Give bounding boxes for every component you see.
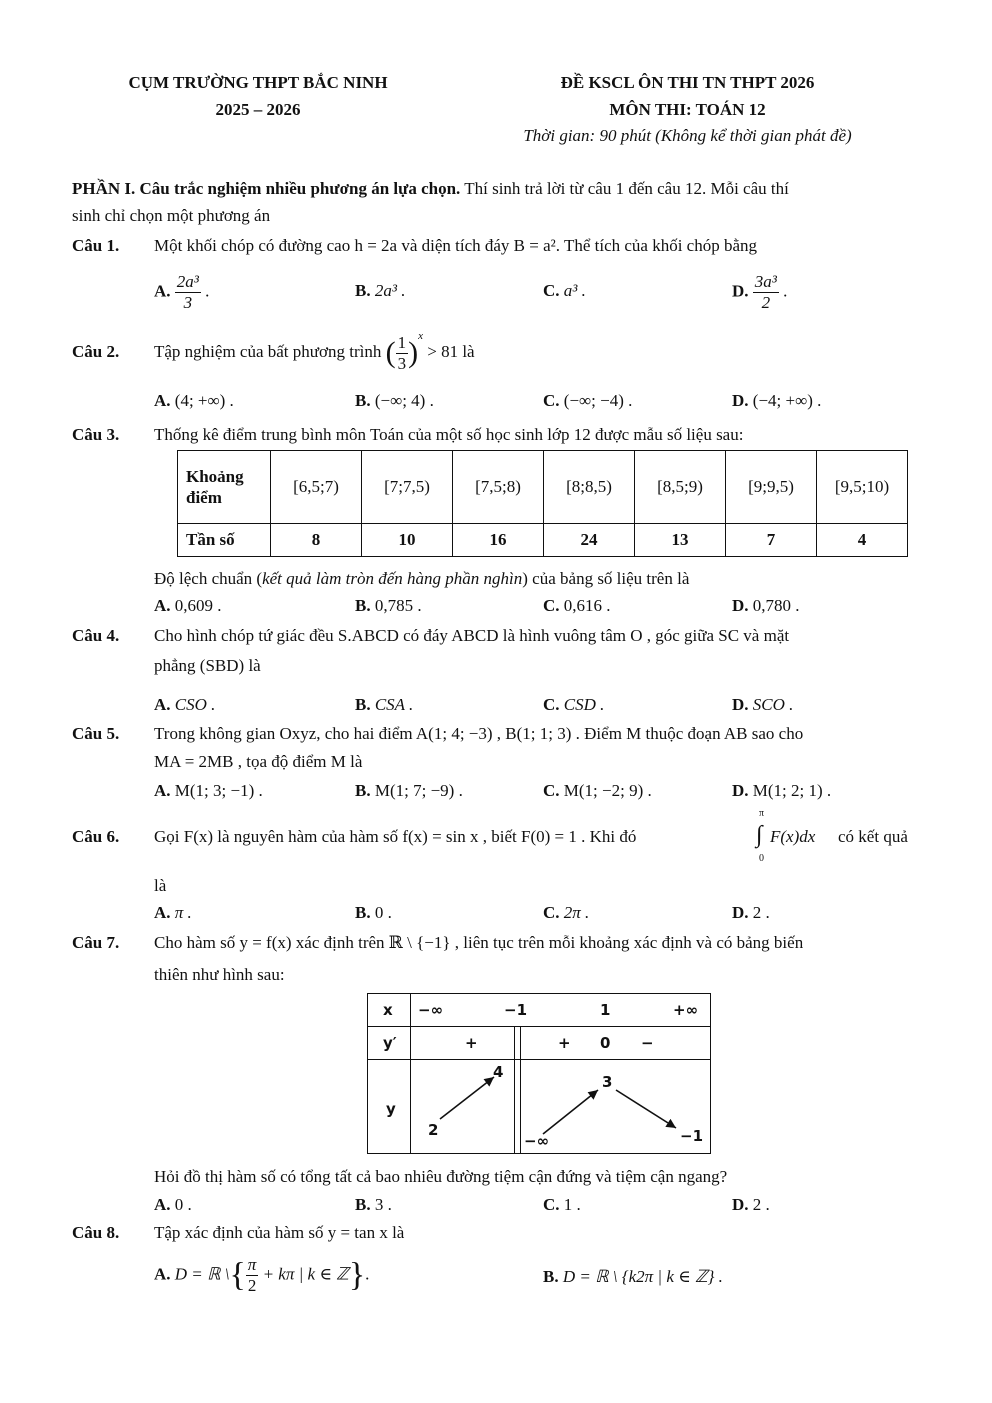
- q3-option-c[interactable]: C. 0,616 .: [543, 596, 611, 615]
- q6-text: Gọi F(x) là nguyên hàm của hàm số f(x) = sin x , biết F(0) = 1 . Khi đó: [154, 827, 637, 846]
- q4-option-b[interactable]: B. CSA .: [355, 695, 414, 714]
- frequency-table: [177, 450, 908, 557]
- school-name: CỤM TRƯỜNG THPT BẮC NINH: [128, 73, 388, 92]
- q6-option-c[interactable]: C. 2π .: [543, 903, 590, 922]
- q6-integral: π ∫ 0: [756, 808, 765, 864]
- q8-option-b[interactable]: B. D = ℝ \ {k2π | k ∈ ℤ} .: [543, 1267, 723, 1286]
- variation-table: [367, 993, 711, 1154]
- option-key: D.: [732, 281, 749, 301]
- vt-x-label: x: [383, 1001, 393, 1019]
- q4-label: Câu 4.: [72, 626, 120, 645]
- frequency-cell: 16: [453, 524, 544, 557]
- interval-cell: [7,5;8): [453, 451, 544, 524]
- q1-option-d[interactable]: D. $\frac{\text{3a³}}{2}$ .: [732, 272, 788, 312]
- q5-text: Trong không gian Oxyz, cho hai điểm A(1; 4; −3) , B(1; 1; 3) . Điểm M thuộc đoạn AB sao cho: [154, 724, 804, 743]
- exam-title: ĐỀ KSCL ÔN THI TN THPT 2026: [560, 73, 815, 92]
- q6-option-d[interactable]: D. 2 .: [732, 903, 770, 922]
- interval-cell: [8,5;9): [635, 451, 726, 524]
- part-desc: Thí sinh trả lời từ câu 1 đến câu 12. Mỗi câu thí: [460, 179, 789, 198]
- interval-cell: [8;8,5): [544, 451, 635, 524]
- part-heading: [72, 179, 789, 199]
- vt-x-minus-one: −1: [504, 1001, 528, 1019]
- q5-option-d[interactable]: D. M(1; 2; 1) .: [732, 781, 832, 800]
- q4-option-c[interactable]: C. CSD .: [543, 695, 605, 714]
- vt-value-4: 4: [493, 1063, 504, 1081]
- q2-option-b[interactable]: B. (−∞; 4) .: [355, 391, 434, 410]
- q3-option-b[interactable]: B. 0,785 .: [355, 596, 422, 615]
- q7-option-a[interactable]: A. 0 .: [154, 1195, 192, 1214]
- q8-label: Câu 8.: [72, 1223, 120, 1242]
- subject-title: MÔN THI: TOÁN 12: [609, 100, 766, 119]
- q7-text: Cho hàm số y = f(x) xác định trên ℝ \ {−1} , liên tục trên mỗi khoảng xác định và có bảng biến: [154, 933, 804, 952]
- q1-text: Một khối chóp có đường cao h = 2a và diện tích đáy B = a². Thể tích của khối chóp bằng: [154, 236, 758, 255]
- vt-x-neg-inf: −∞: [418, 1001, 444, 1019]
- q7-option-c[interactable]: C. 1 .: [543, 1195, 581, 1214]
- q8-option-a[interactable]: A. D = ℝ \{ $\frac{\pi}{2}$ + kπ | k ∈ ℤ}.: [154, 1255, 370, 1295]
- vt-zero: 0: [600, 1034, 611, 1052]
- q2-option-a[interactable]: A. (4; +∞) .: [154, 391, 234, 410]
- exam-duration: Thời gian: 90 phút (Không kể thời gian phát đề): [523, 126, 852, 145]
- q6-label: Câu 6.: [72, 827, 120, 846]
- table-header-interval: Khoảng điểm: [178, 451, 271, 524]
- q8-text: Tập xác định của hàm số y = tan x là: [154, 1223, 405, 1242]
- interval-cell: [9,5;10): [817, 451, 908, 524]
- q6-integrand: F(x)dx: [770, 827, 816, 846]
- q6-tail: có kết quả: [838, 827, 908, 846]
- interval-cell: [9;9,5): [726, 451, 817, 524]
- vt-value-neg-inf: −∞: [524, 1132, 550, 1150]
- q2-text: Tập nghiệm của bất phương trình ( $\frac{1}{3}$ )$^x$ > 81 là: [154, 330, 475, 373]
- q5-option-a[interactable]: A. M(1; 3; −1) .: [154, 781, 263, 800]
- q5-label: Câu 5.: [72, 724, 120, 743]
- q3-option-a[interactable]: A. 0,609 .: [154, 596, 222, 615]
- q3-label: Câu 3.: [72, 425, 120, 444]
- q7-question: Hỏi đồ thị hàm số có tổng tất cả bao nhiêu đường tiệm cận đứng và tiệm cận ngang?: [154, 1167, 728, 1186]
- table-row: [178, 524, 908, 557]
- frequency-cell: 13: [635, 524, 726, 557]
- q3-option-d[interactable]: D. 0,780 .: [732, 596, 800, 615]
- q1-option-c[interactable]: C. a³ .: [543, 281, 586, 300]
- q1-d-fraction: $\frac{\text{3a³}}{2}$: [754, 272, 777, 312]
- q4-option-d[interactable]: D. SCO .: [732, 695, 794, 714]
- q6-text-2: là: [154, 876, 167, 895]
- vt-sign-plus-2: +: [558, 1034, 571, 1052]
- q2-option-c[interactable]: C. (−∞; −4) .: [543, 391, 633, 410]
- q7-option-d[interactable]: D. 2 .: [732, 1195, 770, 1214]
- table-header-frequency: Tần số: [178, 524, 271, 557]
- vt-arrows: [368, 994, 710, 1153]
- q4-text: Cho hình chóp tứ giác đều S.ABCD có đáy ABCD là hình vuông tâm O , góc giữa SC và mặt: [154, 626, 790, 645]
- q5-text-2: MA = 2MB , tọa độ điểm M là: [154, 752, 363, 771]
- q3-prompt: Độ lệch chuẩn (kết quả làm tròn đến hàng phần nghìn) của bảng số liệu trên là: [154, 569, 690, 588]
- q7-option-b[interactable]: B. 3 .: [355, 1195, 392, 1214]
- school-year: 2025 – 2026: [215, 100, 301, 119]
- q7-text-2: thiên như hình sau:: [154, 965, 285, 984]
- vt-x-pos-inf: +∞: [673, 1001, 699, 1019]
- frequency-cell: 7: [726, 524, 817, 557]
- q1-a-fraction: $\frac{\text{2a³}}{3}$: [176, 272, 199, 312]
- arrow-down: [616, 1090, 676, 1128]
- interval-cell: [6,5;7): [271, 451, 362, 524]
- frequency-cell: 4: [817, 524, 908, 557]
- vt-y-label: y: [386, 1100, 396, 1118]
- q5-option-b[interactable]: B. M(1; 7; −9) .: [355, 781, 463, 800]
- q6-option-a[interactable]: A. π .: [154, 903, 192, 922]
- q5-option-c[interactable]: C. M(1; −2; 9) .: [543, 781, 652, 800]
- frequency-cell: 24: [544, 524, 635, 557]
- q2-option-d[interactable]: D. (−4; +∞) .: [732, 391, 822, 410]
- vt-sign-minus: −: [641, 1034, 654, 1052]
- vt-value-3: 3: [602, 1073, 613, 1091]
- arrow-up-1: [440, 1077, 494, 1119]
- q1-option-b[interactable]: B. 2a³ .: [355, 281, 406, 300]
- q2-label: Câu 2.: [72, 342, 120, 361]
- interval-cell: [7;7,5): [362, 451, 453, 524]
- vt-yprime-label: y′: [383, 1034, 397, 1052]
- q1-option-a[interactable]: A. $\frac{\text{2a³}}{3}$ .: [154, 272, 210, 312]
- vt-sign-plus-1: +: [465, 1034, 478, 1052]
- vt-x-one: 1: [600, 1001, 611, 1019]
- table-row: [178, 451, 908, 524]
- frequency-cell: 8: [271, 524, 362, 557]
- q7-label: Câu 7.: [72, 933, 120, 952]
- vt-value-minus-one: −1: [680, 1127, 704, 1145]
- q6-option-b[interactable]: B. 0 .: [355, 903, 392, 922]
- part-desc-line2: sinh chỉ chọn một phương án: [72, 206, 271, 225]
- option-key: A.: [154, 281, 171, 301]
- q4-text-2: phẳng (SBD) là: [154, 656, 261, 675]
- part-title: PHẦN I. Câu trắc nghiệm nhiều phương án lựa chọn.: [72, 179, 461, 198]
- q3-text: Thống kê điểm trung bình môn Toán của một số học sinh lớp 12 được mẫu số liệu sau:: [154, 425, 744, 444]
- q1-label: Câu 1.: [72, 236, 120, 255]
- arrow-up-2: [543, 1090, 598, 1134]
- vt-value-2: 2: [428, 1121, 439, 1139]
- frequency-cell: 10: [362, 524, 453, 557]
- q4-option-a[interactable]: A. CSO .: [154, 695, 216, 714]
